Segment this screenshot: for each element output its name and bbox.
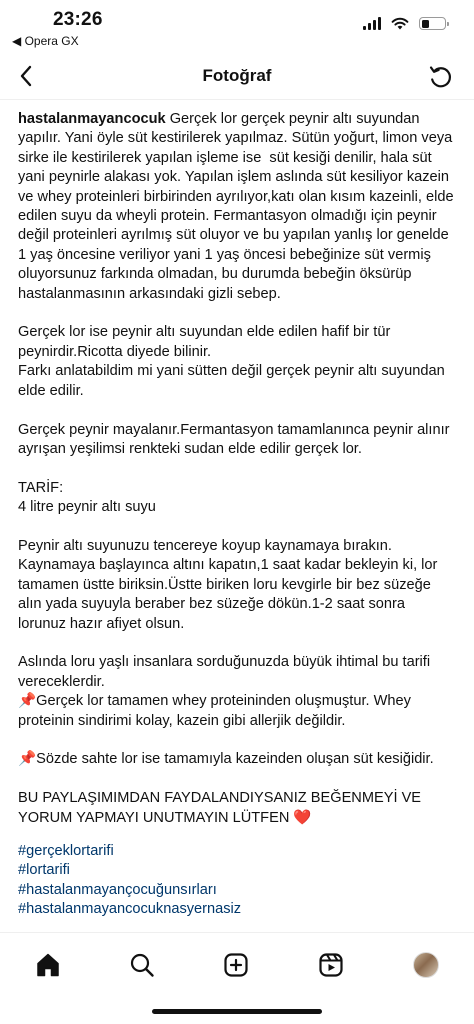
home-icon (35, 952, 61, 978)
nav-profile-button[interactable] (406, 945, 446, 985)
back-to-app-link[interactable]: ◀ Opera GX (12, 34, 79, 48)
search-icon (129, 952, 155, 978)
status-icons (363, 17, 446, 30)
reels-icon (318, 952, 344, 978)
page-title: Fotoğraf (202, 66, 272, 85)
status-bar (0, 0, 474, 54)
create-post-icon (223, 952, 249, 978)
hashtag-link[interactable]: #hastalanmayancocuknasyernasiz (18, 901, 242, 918)
hashtag-link[interactable]: #hastalanmayançocuğunsırları (18, 881, 217, 898)
wifi-icon (391, 17, 409, 30)
nav-home-button[interactable] (28, 945, 68, 985)
status-time: 23:26 (53, 9, 103, 30)
battery-icon (419, 17, 446, 30)
post-content[interactable] (0, 104, 474, 932)
bottom-navigation (0, 932, 474, 1024)
nav-create-button[interactable] (216, 945, 256, 985)
post-username[interactable]: hastalanmayancocuk (18, 111, 166, 127)
caption-text: Gerçek lor gerçek peynir altı suyundan yapılır. Yani öyle süt kestirilerek yapılmaz. Sütün yoğurt, limon veya sirke ile kestirilerek yapılan işleme ise süt kesiği denilir, hala süt yani peynirle alakası yok. Yapılan işlem aslında süt kesiliyor kazein ve whey proteinleri birbirinden ayrılıyor,katı olan kısım kazeinli, elde edilen suyu da wheyli protein. Fermantasyon olmadığı için peynir değil proteinleri ayrılmış süt oluyor ve bu yapılan yanlış lor genelde 1 yaş öncesine veriliyor yani 1 yaş öncesi bebeğinize süt vermiş oluyorsunuz farkında olmadan, bu durumda bebeğin öksürüp hastalanmasının arkasındaki gizli sebep. Gerçek lor ise peynir altı suyundan elde edilen hafif bir tür peynirdir.Ricotta diyede bilinir. Farkı anlatabildim mi yani sütten değil gerçek peynir altı suyundan elde edilir. Gerçek peynir mayalanır.Fermantasyon tamamlanınca peynir alınır ayrışan yeşilimsi renkteki sudan elde edilir gerçek lor. TARİF: 4 litre peynir altı suyu Peynir altı suyunuzu tencereye koyup kaynamaya bırakın. Kaynamaya başlayınca altını kapatın,1 saat kadar bekleyin ki, lor tamamen üstte biriksin.Üstte biriken loru kevgirle bir bez süzeğe alın yada suyuyla beraber bez süzeğe dökün.1-2 saat sonra lorunuz hazır afiyet olsun. Aslında loru yaşlı insanlara sorduğunuzda büyük ihtimal bu tarifi vereceklerdir. 📌Gerçek lor tamamen whey proteininden oluşmuştur. Whey proteinin sindirimi kolay, kazein gibi allerjik değildir. 📌Sözde sahte lor ise tamamıyla kazeinden oluşan süt kesiğidir. BU PAYLAŞIMIMDAN FAYDALANDIYSANIZ BEĞENMEYİ VE YORUM YAPMAYI UNUTMAYIN LÜTFEN ❤️ (18, 111, 454, 826)
nav-search-button[interactable] (122, 945, 162, 985)
cellular-signal-icon (363, 17, 381, 30)
hashtag-list (0, 828, 474, 920)
hashtag-link[interactable]: #lortarifi (18, 862, 70, 879)
profile-avatar (413, 952, 439, 978)
battery-level (422, 20, 430, 28)
page-header (0, 54, 474, 100)
hashtag-link[interactable]: #gerçeklortarifi (18, 843, 114, 860)
refresh-icon (428, 64, 454, 90)
post-caption (0, 104, 474, 828)
refresh-button[interactable] (426, 62, 456, 92)
nav-reels-button[interactable] (311, 945, 351, 985)
home-indicator (152, 1009, 322, 1014)
